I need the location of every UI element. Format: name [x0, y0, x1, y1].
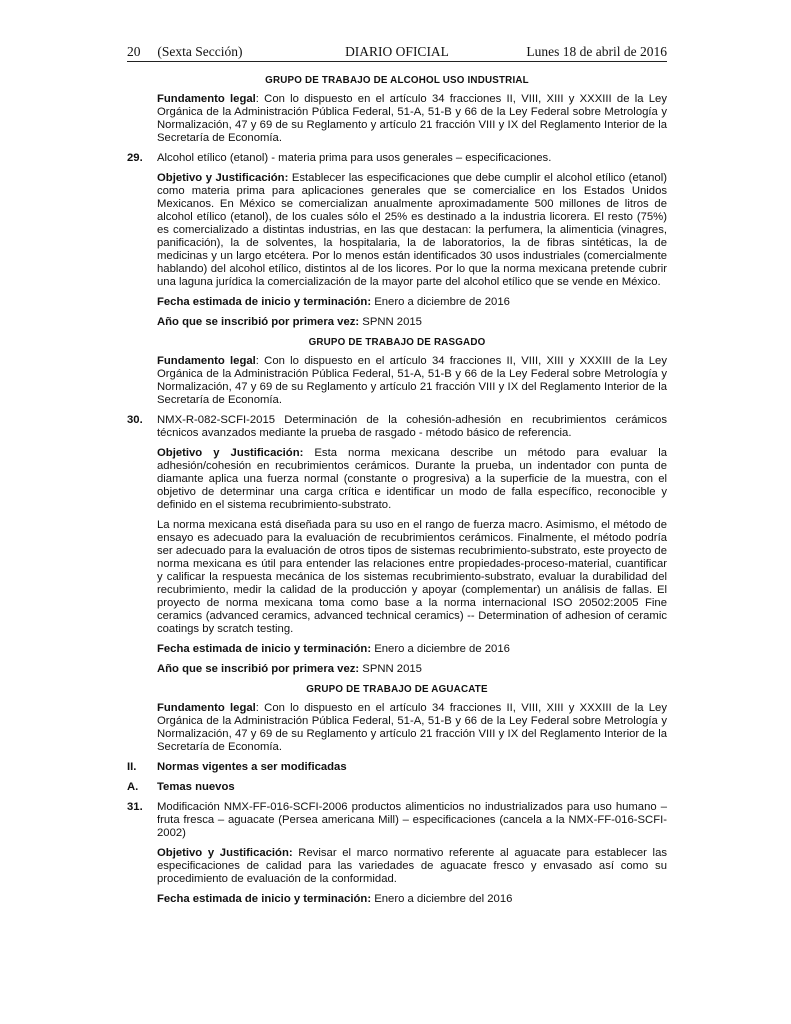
fecha-31	[127, 893, 667, 906]
header-rule	[127, 61, 667, 62]
section-number: II.	[127, 761, 137, 773]
page-header	[127, 44, 667, 60]
item-30	[127, 414, 667, 440]
section-title: Normas vigentes a ser modificadas	[157, 761, 347, 773]
section-a	[127, 781, 667, 794]
fundamento-text: : Con lo dispuesto en el artículo 34 fracciones II, VIII, XIII y XXXIII de la Ley Orgánica de la Administración Pública Federal, 51-A, 51-B y 66 de la Ley Federal sobre Metrología y Normalización, 47 y 69 de su Reglamento y artículo 21 fracción VIII y IX del Reglamento Interior de la Secretaría de Economía.	[157, 702, 667, 753]
fecha-29	[127, 296, 667, 309]
objetivo-label: Objetivo y Justificación:	[157, 172, 289, 184]
anio-value: SPNN 2015	[359, 316, 422, 328]
fecha-label: Fecha estimada de inicio y terminación:	[157, 296, 372, 308]
page-content	[127, 68, 667, 913]
item-title: NMX-R-082-SCFI-2015 Determinación de la cohesión-adhesión en recubrimientos cerámicos técnicos avanzados mediante la prueba de rasgado - método básico de referencia.	[157, 414, 667, 439]
section-ii	[127, 761, 667, 774]
fundamento-label: Fundamento legal	[157, 702, 256, 714]
objetivo-30	[127, 447, 667, 512]
anio-value: SPNN 2015	[359, 663, 422, 675]
fundamento-legal-3	[127, 702, 667, 754]
fecha-label: Fecha estimada de inicio y terminación:	[157, 893, 372, 905]
item-number: 30.	[127, 414, 143, 426]
fecha-value: Enero a diciembre de 2016	[371, 296, 510, 308]
item-number: 29.	[127, 152, 143, 164]
objetivo-text: Establecer las especificaciones que debe cumplir el alcohol etílico (etanol) como materia prima para aplicaciones generales que se comercialice en los Estados Unidos Mexicanos. En México se comercializan anualmente aproximadamente 500 millones de litros de alcohol etílico (etanol), de los cuales sólo el 25% es destinado a la industria licorera. El resto (75%) es comercializado a distintas industrias, en las que destacan: la perfumera, la alimenticia (vinagres, panificación), la de solventes, la hospitalaria, la de laboratorios, la de fibras sintéticas, la de medicinas y un largo etcétera. Por lo menos están identificados 30 usos industriales (comercialmente hablando) del alcohol etílico, distintos al de los licores. Por lo que la norma mexicana pretende cubrir una laguna jurídica la comercialización de la mayor parte del alcohol etílico que se vende en México.	[157, 172, 667, 288]
group-title-rasgado: GRUPO DE TRABAJO DE RASGADO	[308, 337, 486, 348]
header-page-section: 20 (Sexta Sección)	[127, 44, 243, 59]
group-title-alcohol: GRUPO DE TRABAJO DE ALCOHOL USO INDUSTRIAL	[265, 75, 529, 86]
anio-29	[127, 316, 667, 329]
anio-30	[127, 663, 667, 676]
objetivo-29	[127, 172, 667, 289]
fundamento-label: Fundamento legal	[157, 355, 256, 367]
header-newspaper-name: DIARIO OFICIAL	[345, 44, 449, 59]
item-31	[127, 801, 667, 840]
fundamento-legal-2	[127, 355, 667, 407]
group-title-aguacate: GRUPO DE TRABAJO DE AGUACATE	[306, 684, 488, 695]
fundamento-label: Fundamento legal	[157, 93, 256, 105]
fecha-value: Enero a diciembre de 2016	[371, 643, 510, 655]
objetivo-text: Esta norma mexicana describe un método para evaluar la adhesión/cohesión en recubrimientos cerámicos. Durante la prueba, un indentador con punta de diamante aplica una fuerza normal (constante o progresiva) a la superficie de la muestra, con el objetivo de determinar una carga crítica e identificar un modo de falla específico, reconocible y definido en el sistema recubrimiento-substrato.	[157, 447, 667, 511]
item-29	[127, 152, 667, 165]
header-date: Lunes 18 de abril de 2016	[526, 44, 667, 59]
extra-30: La norma mexicana está diseñada para su uso en el rango de fuerza macro. Asimismo, el método de ensayo es adecuado para la evaluación de recubrimientos cerámicos. Finalmente, el método podría ser adecuado para la evaluación de otros tipos de sistemas recubrimiento-substrato, este proyecto de norma mexicana es útil para entender las relaciones entre propiedades-proceso-material, cuantificar y calificar la respuesta mecánica de los sistemas recubrimiento-substrato, evaluar la durabilidad del recubrimiento, medir la calidad de la producción y apoyar (complementar) un análisis de fallas. El proyecto de norma mexicana toma como base a la norma internacional ISO 20502:2005 Fine ceramics (advanced ceramics, advanced technical ceramics) -- Determination of adhesion of ceramic coatings by scratch testing.	[157, 519, 667, 635]
fecha-30	[127, 643, 667, 656]
fundamento-text: : Con lo dispuesto en el artículo 34 fracciones II, VIII, XIII y XXXIII de la Ley Orgánica de la Administración Pública Federal, 51-A, 51-B y 66 de la Ley Federal sobre Metrología y Normalización, 47 y 69 de su Reglamento y artículo 21 fracción VIII y IX del Reglamento Interior de la Secretaría de Economía.	[157, 355, 667, 406]
objetivo-label: Objetivo y Justificación:	[157, 447, 304, 459]
anio-label: Año que se inscribió por primera vez:	[157, 663, 360, 675]
section-number: A.	[127, 781, 139, 793]
fecha-value: Enero a diciembre del 2016	[371, 893, 513, 905]
item-title: Alcohol etílico (etanol) - materia prima para usos generales – especificaciones.	[157, 152, 552, 164]
objetivo-text: Revisar el marco normativo referente al aguacate para establecer las especificaciones de calidad para las variedades de aguacate fresco y envasado así como su procedimiento de evaluación de la conformidad.	[157, 847, 667, 885]
fundamento-legal-1	[127, 93, 667, 145]
anio-label: Año que se inscribió por primera vez:	[157, 316, 360, 328]
fecha-label: Fecha estimada de inicio y terminación:	[157, 643, 372, 655]
item-title: Modificación NMX-FF-016-SCFI-2006 productos alimenticios no industrializados para uso humano – fruta fresca – aguacate (Persea americana Mill) – especificaciones (cancela a la NMX-FF-016-SCFI-2002)	[157, 801, 667, 839]
fundamento-text: : Con lo dispuesto en el artículo 34 fracciones II, VIII, XIII y XXXIII de la Ley Orgánica de la Administración Pública Federal, 51-A, 51-B y 66 de la Ley Federal sobre Metrología y Normalización, 47 y 69 de su Reglamento y artículo 21 fracción VIII y IX del Reglamento Interior de la Secretaría de Economía.	[157, 93, 667, 144]
objetivo-label: Objetivo y Justificación:	[157, 847, 293, 859]
objetivo-31	[127, 847, 667, 886]
item-number: 31.	[127, 801, 143, 813]
section-title: Temas nuevos	[157, 781, 235, 793]
